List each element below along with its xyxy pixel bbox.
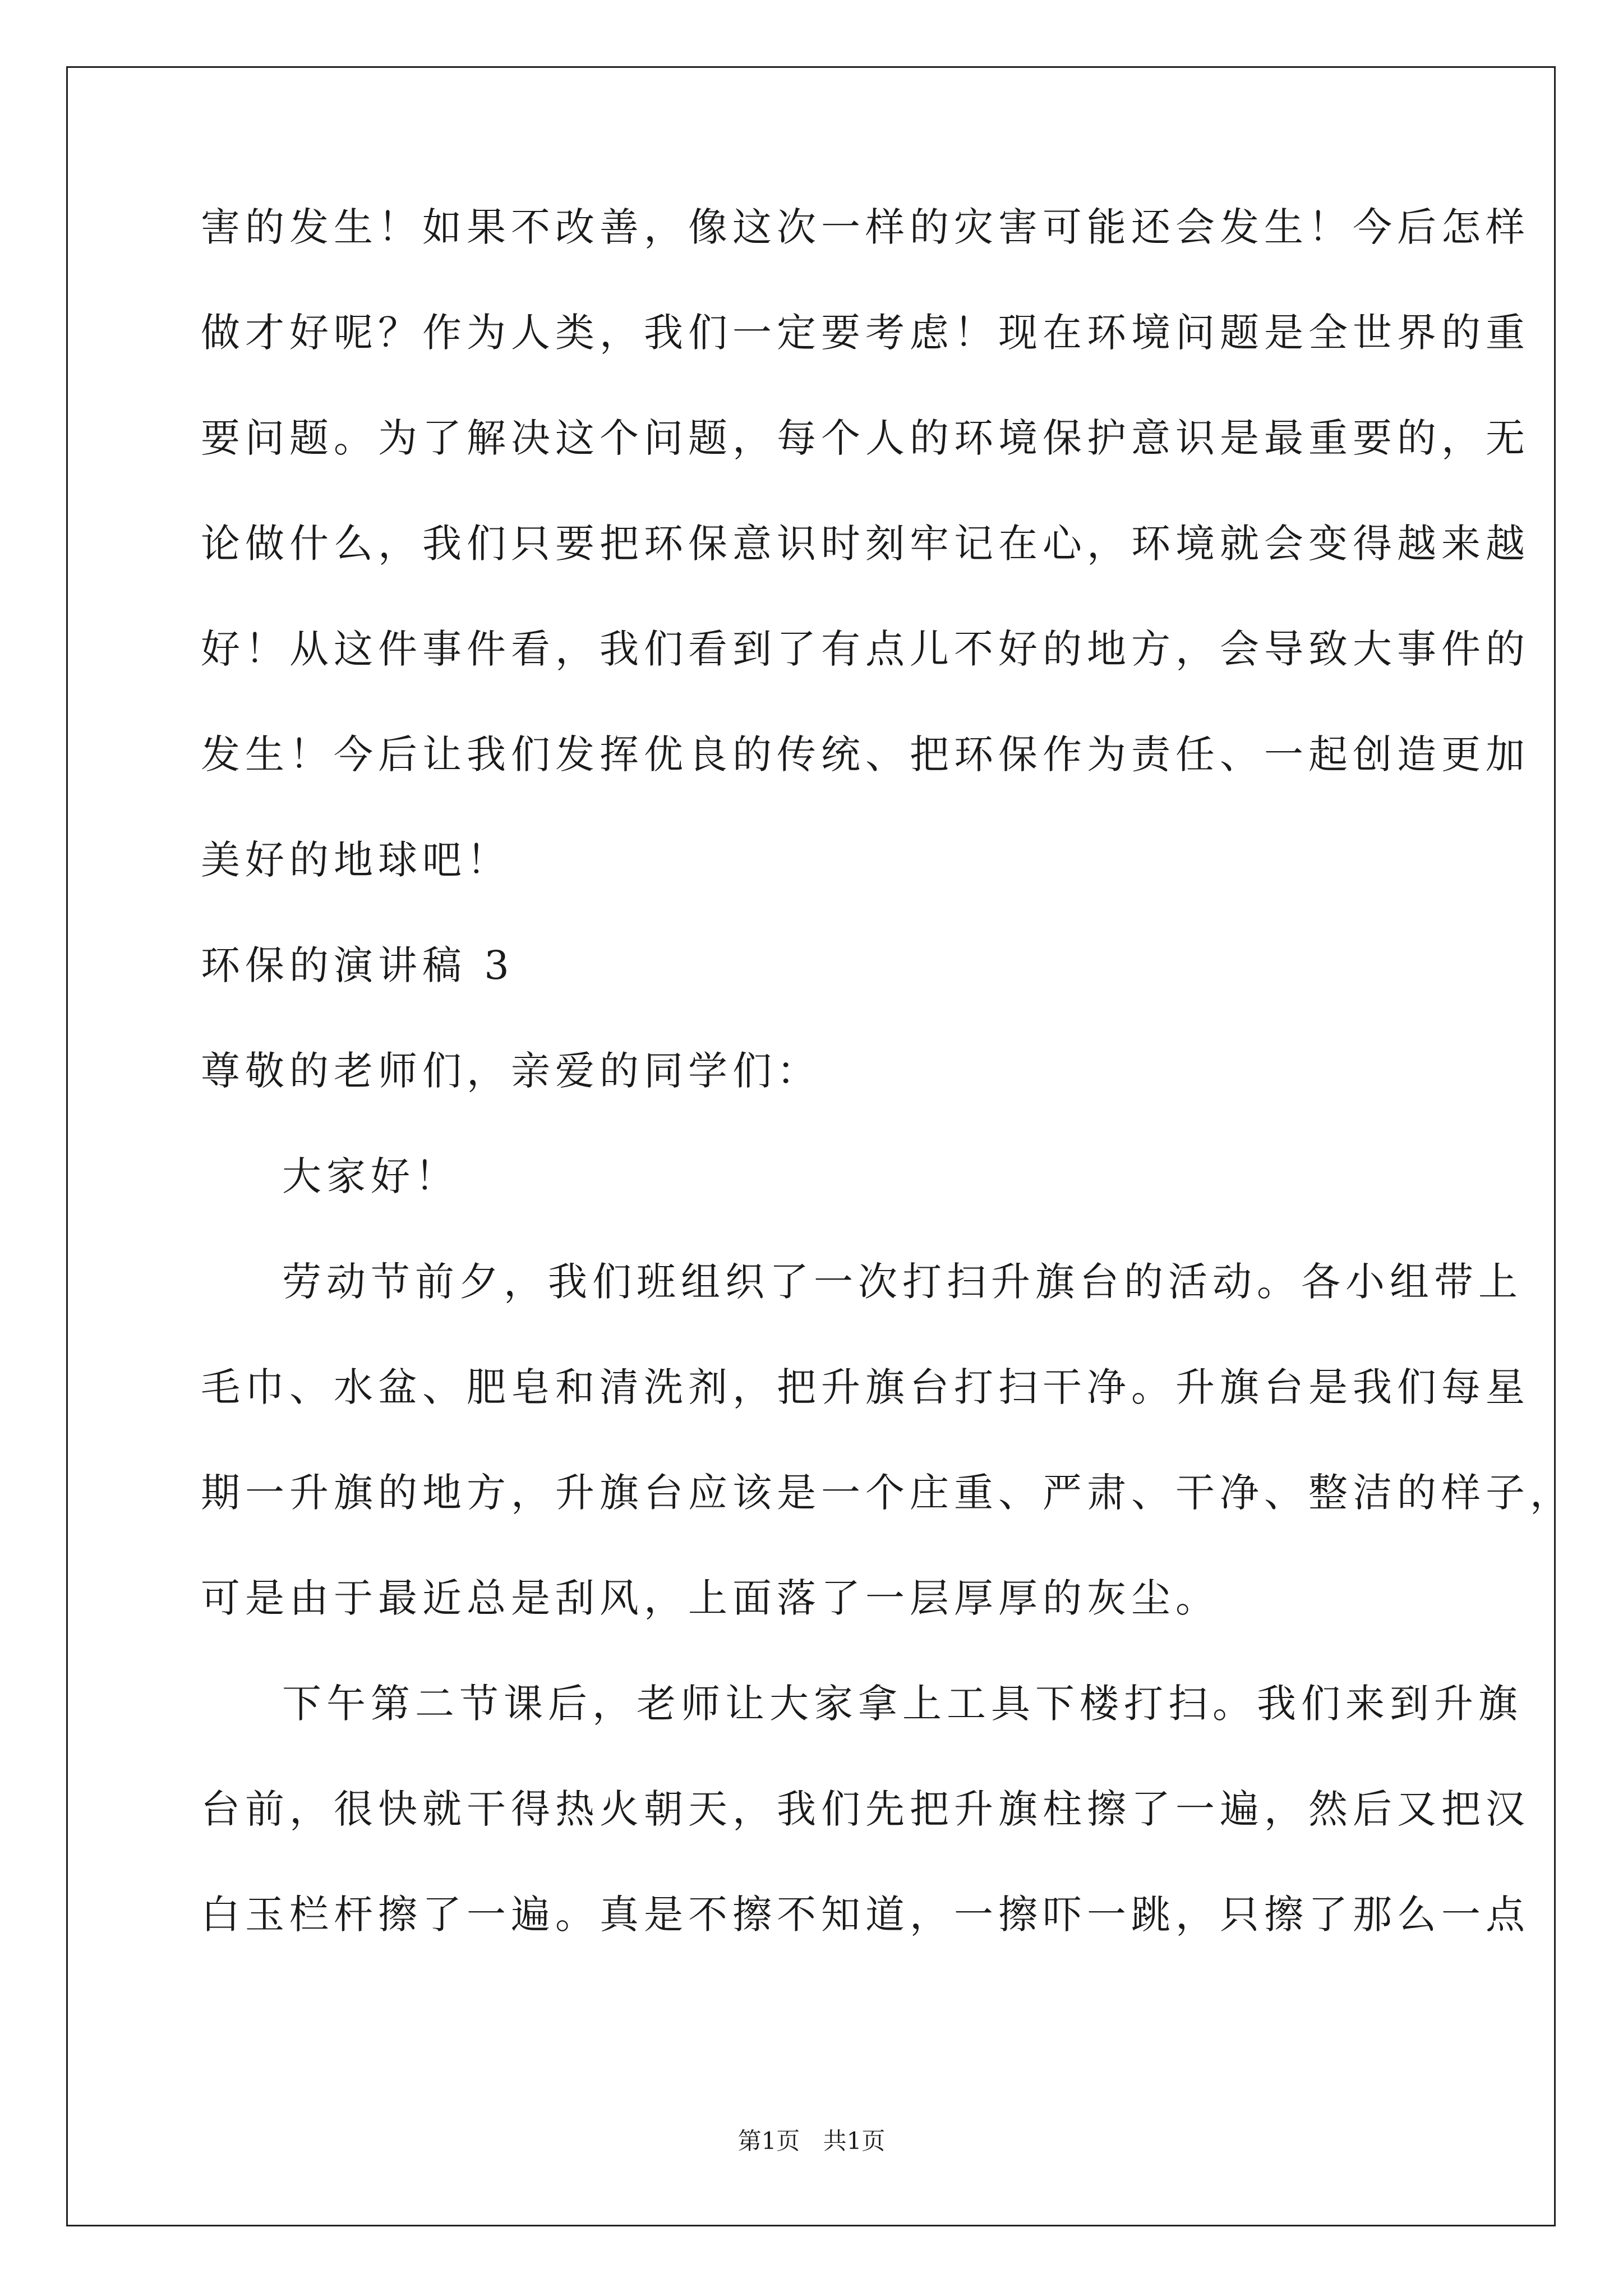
salutation: 尊敬的老师们，亲爱的同学们： [201, 1048, 821, 1094]
document-body [201, 204, 1574, 1938]
paragraph-start: 劳动节前夕，我们班组织了一次打扫升旗台的活动。各小组带上 [282, 1259, 1523, 1305]
body-line: 做才好呢？作为人类，我们一定要考虑！现在环境问题是全世界的重 [201, 310, 1530, 356]
page-number: 第1页 [737, 2127, 800, 2155]
body-line: 论做什么，我们只要把环保意识时刻牢记在心，环境就会变得越来越 [201, 521, 1530, 567]
body-line: 害的发生！如果不改善，像这次一样的灾害可能还会发生！今后怎样 [201, 204, 1530, 250]
body-line: 要问题。为了解决这个问题，每个人的环境保护意识是最重要的，无 [201, 415, 1530, 461]
body-line: 期一升旗的地方，升旗台应该是一个庄重、严肃、干净、整洁的样子， [201, 1470, 1574, 1516]
body-line: 好！从这件事件看，我们看到了有点儿不好的地方，会导致大事件的 [201, 626, 1530, 672]
body-line: 发生！今后让我们发挥优良的传统、把环保作为责任、一起创造更加 [201, 731, 1530, 777]
body-line: 美好的地球吧！ [201, 837, 511, 883]
body-line: 白玉栏杆擦了一遍。真是不擦不知道，一擦吓一跳，只擦了那么一点 [201, 1892, 1530, 1938]
greeting: 大家好！ [282, 1153, 459, 1199]
body-line: 可是由于最近总是刮风，上面落了一层厚厚的灰尘。 [201, 1575, 1220, 1621]
section-title: 环保的演讲稿 3 [201, 942, 514, 988]
page-footer [0, 2129, 1623, 2153]
paragraph-start: 下午第二节课后，老师让大家拿上工具下楼打扫。我们来到升旗 [282, 1681, 1523, 1727]
page-total: 共1页 [823, 2127, 886, 2155]
body-line: 台前，很快就干得热火朝天，我们先把升旗柱擦了一遍，然后又把汉 [201, 1786, 1530, 1832]
body-line: 毛巾、水盆、肥皂和清洗剂，把升旗台打扫干净。升旗台是我们每星 [201, 1364, 1530, 1410]
